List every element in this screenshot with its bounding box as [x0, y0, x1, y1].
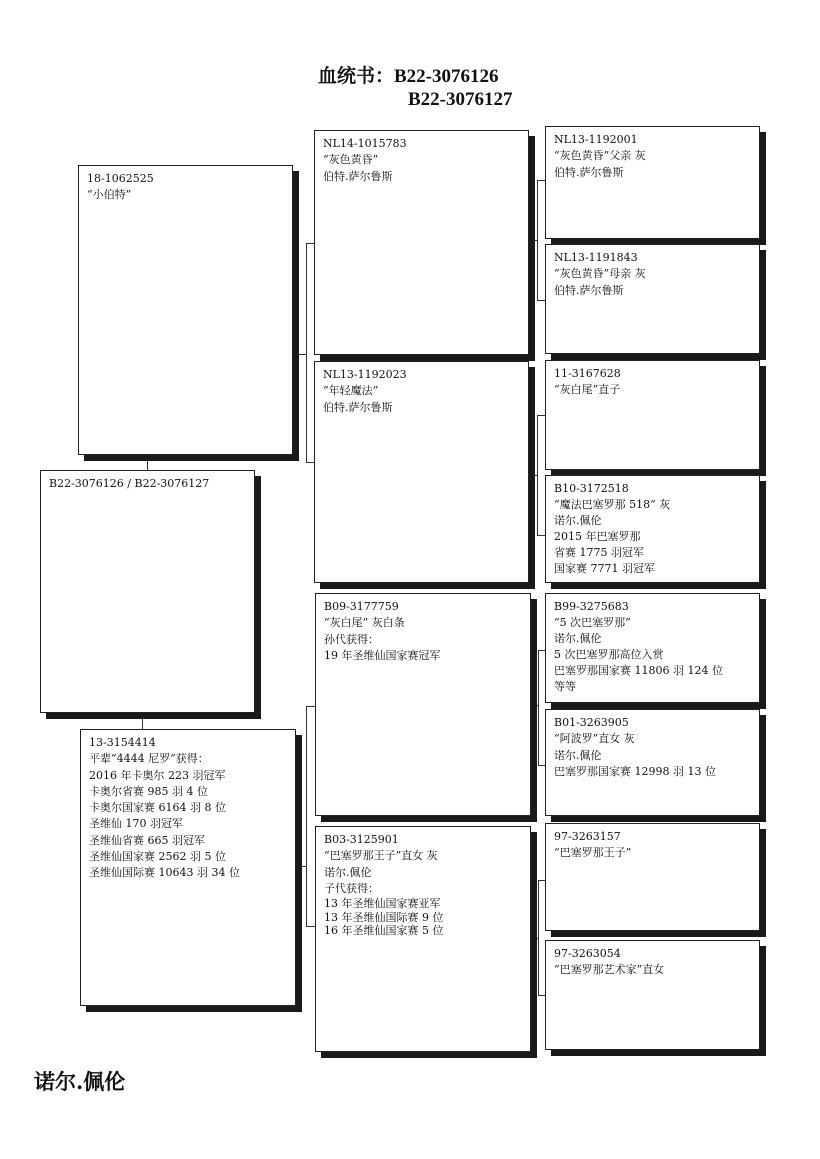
- owner-name: 诺尔.佩伦: [34, 1069, 126, 1094]
- ring-number: NL13-1191843: [554, 251, 638, 264]
- connector: [537, 300, 545, 301]
- great-grandparent-box-4: [545, 475, 760, 583]
- ring-number: NL13-1192023: [323, 368, 407, 381]
- breeder-name: 伯特.萨尔鲁斯: [323, 169, 393, 183]
- pedigree-note: 孙代获得：: [324, 632, 379, 646]
- pigeon-name: “巴塞罗那艺术家”直女: [554, 963, 665, 977]
- race-result: 卡奥尔国家赛 6164 羽 8 位: [89, 801, 226, 815]
- connector: [537, 535, 545, 536]
- pigeon-name: “灰色黄昏”父亲 灰: [554, 149, 646, 163]
- connector: [537, 180, 545, 181]
- great-grandparent-box-6: [545, 709, 760, 816]
- ring-number: B01-3263905: [554, 716, 629, 729]
- connector: [538, 880, 539, 995]
- pigeon-name: “灰白尾”直子: [554, 383, 621, 397]
- sire-sire-box: [314, 130, 529, 355]
- ring-number: 13-3154414: [89, 736, 156, 749]
- race-result: 圣维仙 170 羽冠军: [89, 817, 183, 831]
- race-result: 巴塞罗那国家赛 12998 羽 13 位: [554, 764, 716, 778]
- pigeon-name: “巴塞罗那王子”直女 灰: [324, 849, 438, 863]
- breeder-name: 诺尔.佩伦: [554, 632, 602, 645]
- race-result: 圣维仙国家赛 2562 羽 5 位: [89, 850, 226, 864]
- connector: [538, 880, 545, 881]
- ring-number: B22-3076126 / B22-3076127: [49, 477, 210, 490]
- pedigree-note: 等等: [554, 680, 576, 693]
- connector: [142, 712, 143, 730]
- pedigree-note: 子代获得：: [324, 881, 379, 895]
- ring-number: B03-3125901: [324, 833, 399, 846]
- pigeon-name: “阿波罗”直女 灰: [554, 732, 635, 746]
- race-result: 省赛 1775 羽冠军: [554, 546, 644, 559]
- race-result: 2015 年巴塞罗那: [554, 530, 641, 543]
- connector: [537, 180, 538, 300]
- pedigree-title: 血统书：B22-3076126: [318, 66, 499, 87]
- pigeon-name: “巴塞罗那王子”: [554, 846, 632, 860]
- subject-box: [40, 470, 255, 713]
- great-grandparent-box-5: [545, 593, 760, 703]
- connector: [537, 415, 545, 416]
- race-result: 2016 年卡奥尔 223 羽冠军: [89, 768, 226, 782]
- pedigree-title-second-ring: B22-3076127: [408, 89, 513, 110]
- dam-dam-box: [315, 826, 531, 1052]
- ring-number: NL14-1015783: [323, 137, 407, 150]
- breeder-name: 诺尔.佩伦: [324, 865, 372, 879]
- pedigree-note: 平辈“4444 尼罗”获得：: [89, 752, 209, 766]
- pigeon-name: “5 次巴塞罗那”: [554, 616, 631, 629]
- ring-number: 18-1062525: [87, 172, 154, 185]
- connector: [538, 650, 545, 651]
- race-result: 圣维仙国际赛 10643 羽 34 位: [89, 866, 240, 880]
- race-result: 巴塞罗那国家赛 11806 羽 124 位: [554, 664, 723, 677]
- ring-number: 97-3263054: [554, 947, 621, 960]
- race-result: 5 次巴塞罗那高位入赏: [554, 648, 664, 661]
- breeder-name: 伯特.萨尔鲁斯: [554, 283, 624, 297]
- connector: [306, 243, 307, 462]
- pigeon-name: “年轻魔法”: [323, 384, 379, 398]
- connector: [528, 475, 537, 476]
- race-result: 13 年圣维仙国际赛 9 位: [324, 910, 444, 924]
- race-result: 卡奥尔省赛 985 羽 4 位: [89, 784, 208, 798]
- race-result: 16 年圣维仙国家赛 5 位: [324, 924, 444, 938]
- great-grandparent-box-7: [545, 823, 760, 931]
- pigeon-name: “小伯特”: [87, 188, 132, 202]
- race-result: 13 年圣维仙国家赛亚军: [324, 897, 441, 911]
- connector: [147, 455, 148, 471]
- dam-sire-box: [315, 593, 531, 816]
- breeder-name: 诺尔.佩伦: [554, 748, 602, 762]
- connector: [530, 705, 538, 706]
- breeder-name: 伯特.萨尔鲁斯: [554, 165, 624, 179]
- connector: [530, 938, 538, 939]
- connector: [538, 765, 545, 766]
- connector: [293, 354, 306, 355]
- connector: [295, 866, 306, 867]
- connector: [306, 706, 307, 926]
- breeder-name: 诺尔.佩伦: [554, 514, 602, 527]
- race-result: 国家赛 7771 羽冠军: [554, 562, 655, 575]
- great-grandparent-box-1: [545, 126, 760, 239]
- pigeon-name: “灰色黄昏”: [323, 153, 379, 167]
- race-result: 圣维仙省赛 665 羽冠军: [89, 833, 205, 847]
- ring-number: B10-3172518: [554, 482, 629, 495]
- ring-number: 97-3263157: [554, 830, 621, 843]
- sire-dam-box: [314, 361, 529, 583]
- great-grandparent-box-3: [545, 360, 760, 470]
- great-grandparent-box-2: [545, 244, 760, 354]
- connector: [538, 650, 539, 765]
- sire-box: [78, 165, 293, 455]
- pigeon-name: “灰白尾” 灰白条: [324, 616, 405, 630]
- connector: [537, 415, 538, 535]
- pigeon-name: “灰色黄昏”母亲 灰: [554, 267, 646, 281]
- connector: [538, 995, 545, 996]
- ring-number: B09-3177759: [324, 600, 399, 613]
- connector: [528, 240, 537, 241]
- ring-number: 11-3167628: [554, 367, 621, 380]
- ring-number: B99-3275683: [554, 600, 629, 613]
- breeder-name: 伯特.萨尔鲁斯: [323, 400, 393, 414]
- dam-box: [80, 729, 296, 1006]
- ring-number: NL13-1192001: [554, 133, 638, 146]
- pigeon-name: “魔法巴塞罗那 518” 灰: [554, 498, 671, 511]
- great-grandparent-box-8: [545, 940, 760, 1050]
- race-result: 19 年圣维仙国家赛冠军: [324, 648, 441, 662]
